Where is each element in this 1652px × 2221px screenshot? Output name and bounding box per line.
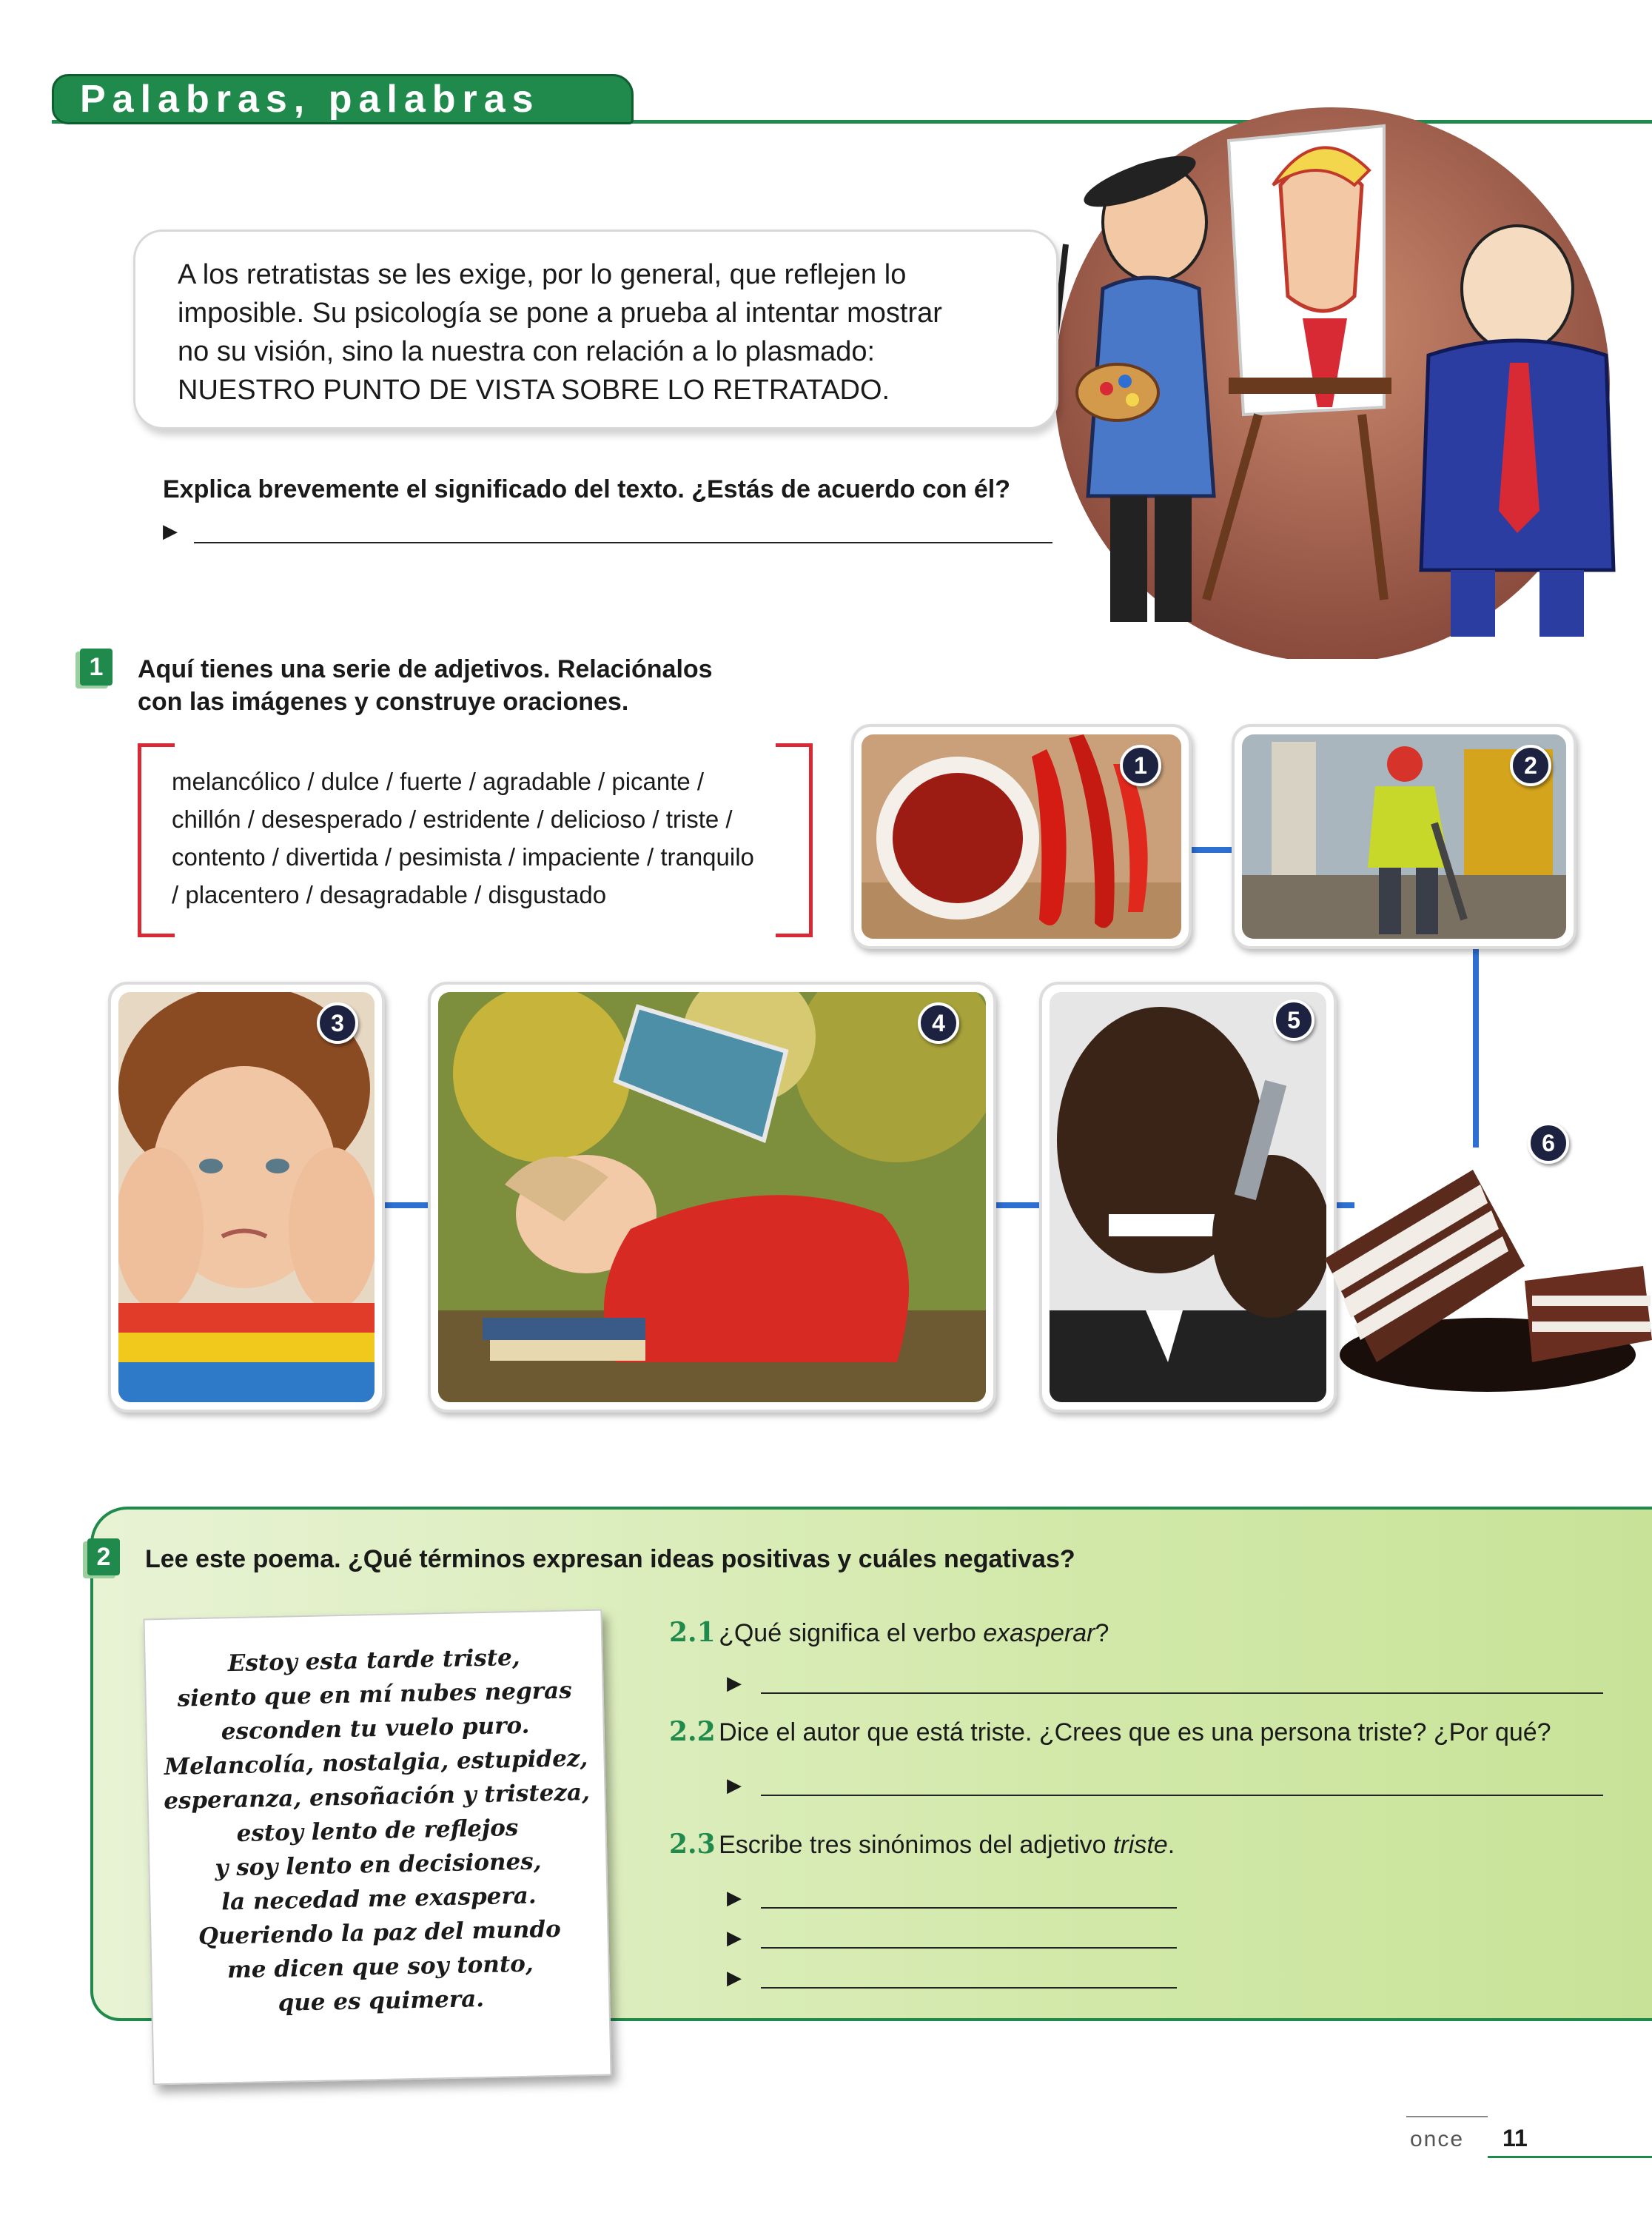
photo-4[interactable] bbox=[428, 982, 996, 1413]
photo-5[interactable] bbox=[1039, 982, 1337, 1413]
poem-line: siento que en mí nubes negras bbox=[177, 1677, 572, 1712]
section-title: Palabras, palabras bbox=[80, 78, 540, 121]
arrow-icon: ▶ bbox=[727, 1672, 742, 1694]
photo-number-3: 3 bbox=[317, 1002, 358, 1044]
connector-3-4 bbox=[382, 1202, 429, 1208]
exercise-2-badge: 2 bbox=[87, 1538, 120, 1575]
connector-4-5 bbox=[992, 1202, 1039, 1208]
photo-number-5: 5 bbox=[1273, 999, 1314, 1041]
exercise-2-title: Lee este poema. ¿Qué términos expresan ideas positivas y cuáles negativas? bbox=[145, 1545, 1075, 1573]
photo-number-6: 6 bbox=[1528, 1122, 1569, 1164]
photo-number-1: 1 bbox=[1120, 745, 1161, 786]
intro-answer-line[interactable] bbox=[194, 542, 1052, 543]
adjective-line: / placentero / desagradable / disgustado bbox=[172, 881, 607, 908]
quote-text bbox=[178, 255, 1014, 409]
adjective-line: contento / divertida / pesimista / impaciente / tranquilo bbox=[172, 843, 754, 871]
question-2-1: 2.1 ¿Qué significa el verbo exasperar? bbox=[669, 1617, 1109, 1648]
woman-reading-photo bbox=[438, 992, 986, 1402]
photo-number-4: 4 bbox=[918, 1002, 959, 1044]
adjective-line: melancólico / dulce / fuerte / agradable / picante / bbox=[172, 768, 705, 795]
answer-line-2-3c[interactable] bbox=[761, 1987, 1177, 1989]
photo-3[interactable] bbox=[108, 982, 385, 1413]
left-bracket bbox=[138, 743, 175, 937]
exercise-1-badge: 1 bbox=[80, 649, 113, 686]
poem-line: Melancolía, nostalgia, estupidez, bbox=[164, 1745, 588, 1781]
arrow-icon: ▶ bbox=[727, 1966, 742, 1989]
poem-line: estoy lento de reflejos bbox=[236, 1815, 519, 1847]
arrow-icon: ▶ bbox=[727, 1926, 742, 1949]
poem-text bbox=[159, 1639, 596, 2023]
chocolate-cake-photo bbox=[1303, 1118, 1652, 1399]
arrow-icon: ▶ bbox=[727, 1774, 742, 1796]
painter-portrait-illustration bbox=[1036, 96, 1621, 659]
answer-line-2-1[interactable] bbox=[761, 1692, 1603, 1694]
poem-line: la necedad me exaspera. bbox=[221, 1882, 537, 1916]
page-number: 11 bbox=[1502, 2125, 1528, 2151]
intro-prompt: Explica brevemente el significado del texto. ¿Estás de acuerdo con él? bbox=[163, 475, 1011, 503]
page-word: once bbox=[1410, 2127, 1465, 2151]
question-2-2: 2.2 Dice el autor que está triste. ¿Crees que es una persona triste? ¿Por qué? bbox=[669, 1716, 1551, 1747]
answer-line-2-2[interactable] bbox=[761, 1795, 1603, 1796]
arrow-icon: ▶ bbox=[163, 520, 178, 542]
poem-line: esconden tu vuelo puro. bbox=[221, 1712, 530, 1746]
arrow-icon: ▶ bbox=[727, 1886, 742, 1909]
exercise-1-title: Aquí tienes una serie de adjetivos. Relaciónalos con las imágenes y construye oraciones. bbox=[138, 655, 713, 716]
footer-rule bbox=[1406, 2116, 1488, 2117]
poem-line: Queriendo la paz del mundo bbox=[198, 1915, 562, 1951]
footer-line bbox=[1488, 2156, 1652, 2158]
poem-line: Estoy esta tarde triste, bbox=[227, 1644, 520, 1678]
quote-line: NUESTRO PUNTO DE VISTA SOBRE LO RETRATADO. bbox=[178, 375, 890, 406]
poem-line: que es quimera. bbox=[278, 1986, 485, 2017]
poem-line: me dicen que soy tonto, bbox=[226, 1950, 534, 1984]
poem-line: y soy lento en decisiones, bbox=[215, 1848, 542, 1882]
question-2-3: 2.3 Escribe tres sinónimos del adjetivo triste. bbox=[669, 1829, 1175, 1860]
connector-2-6 bbox=[1473, 940, 1479, 1148]
quote-line: no su visión, sino la nuestra con relación a lo plasmado: bbox=[178, 336, 876, 367]
man-grimacing-photo bbox=[1050, 992, 1326, 1402]
answer-line-2-3b[interactable] bbox=[761, 1947, 1177, 1949]
answer-line-2-3a[interactable] bbox=[761, 1907, 1177, 1909]
photo-number-2: 2 bbox=[1510, 745, 1551, 786]
poem-line: esperanza, ensoñación y tristeza, bbox=[163, 1778, 591, 1815]
sad-child-photo bbox=[118, 992, 375, 1402]
adjective-list bbox=[172, 763, 823, 914]
quote-line: A los retratistas se les exige, por lo general, que reflejen lo bbox=[178, 259, 907, 290]
adjective-line: chillón / desesperado / estridente / delicioso / triste / bbox=[172, 805, 733, 833]
quote-line: imposible. Su psicología se pone a prueba al intentar mostrar bbox=[178, 298, 942, 329]
